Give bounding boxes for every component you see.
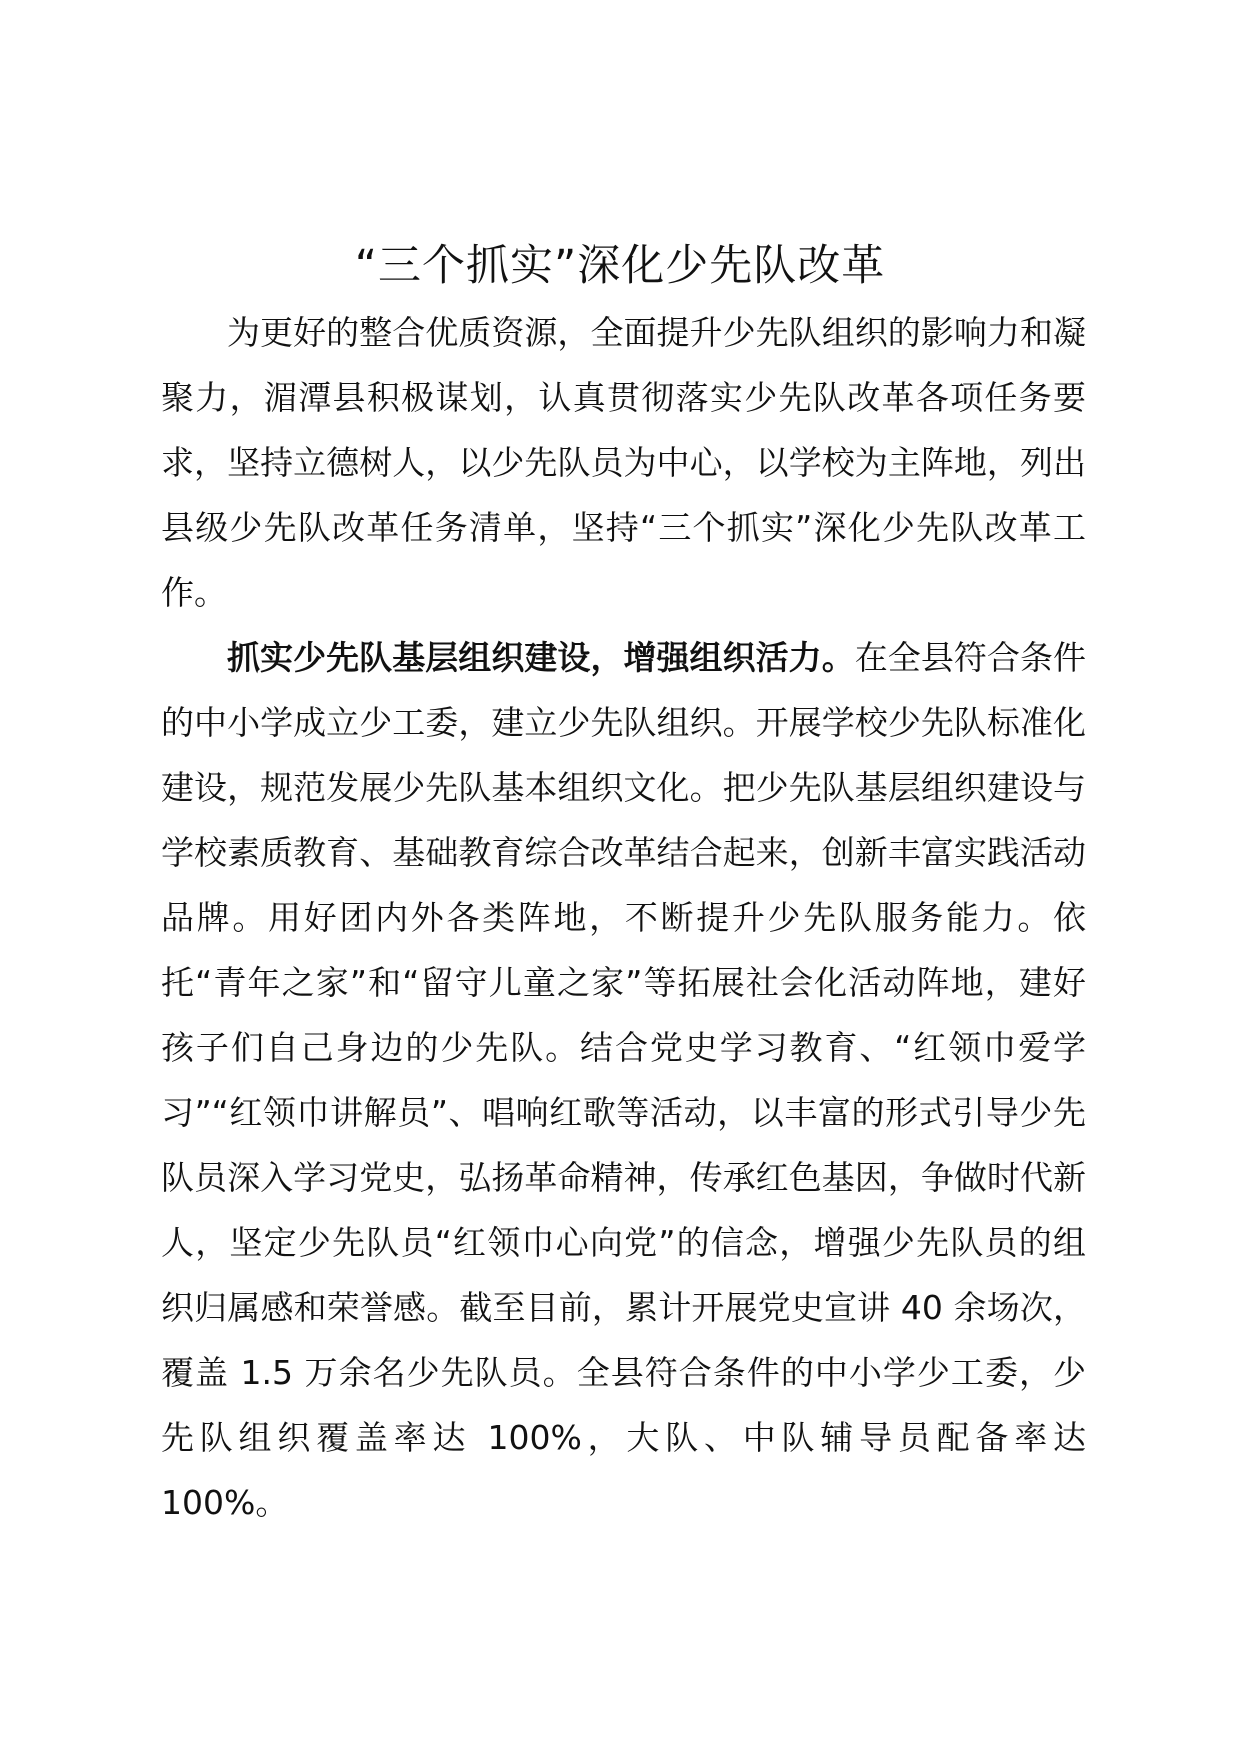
document-body [161,300,1086,1535]
paragraph-text: 为更好的整合优质资源，全面提升少先队组织的影响力和凝聚力，湄潭县积极谋划，认真贯彻落实少先队改革各项任务要求，坚持立德树人，以少先队员为中心，以学校为主阵地，列出县级少先队改革任务清单，坚持“三个抓实”深化少先队改革工作。 [161,313,1086,612]
document-title: “三个抓实”深化少先队改革 [354,241,886,291]
paragraph-lead: 抓实少先队基层组织建设，增强组织活力。 [227,638,855,677]
paragraph-organization-building [161,625,1086,1535]
paragraph-intro [161,300,1086,625]
paragraph-text: 在全县符合条件的中小学成立少工委，建立少先队组织。开展学校少先队标准化建设，规范发展少先队基本组织文化。把少先队基层组织建设与学校素质教育、基础教育综合改革结合起来，创新丰富实践活动品牌。用好团内外各类阵地，不断提升少先队服务能力。依托“青年之家”和“留守儿童之家”等拓展社会化活动阵地，建好孩子们自己身边的少先队。结合党史学习教育、“红领巾爱学习”“红领巾讲解员”、唱响红歌等活动，以丰富的形式引导少先队员深入学习党史，弘扬革命精神，传承红色基因，争做时代新人，坚定少先队员“红领巾心向党”的信念，增强少先队员的组织归属感和荣誉感。截至目前，累计开展党史宣讲 40 余场次，覆盖 1.5 万余名少先队员。全县符合条件的中小学少工委，少先队组织覆盖率达 100%，大队、中队辅导员配备率达 100%。 [161,638,1087,1522]
